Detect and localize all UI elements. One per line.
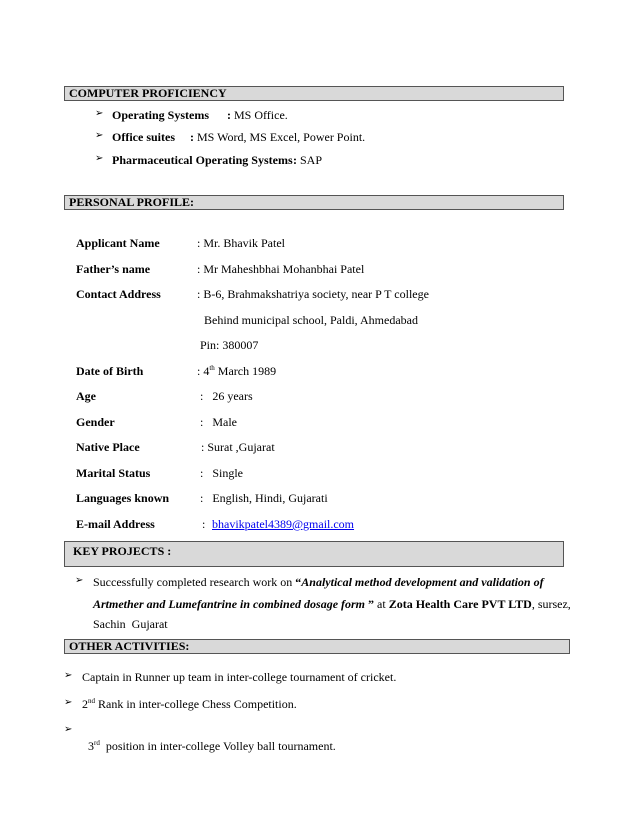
profile-value-fathers-name: : Mr Maheshbhai Mohanbhai Patel bbox=[197, 262, 365, 276]
bullet-arrow-icon: ➢ bbox=[95, 108, 104, 119]
activity-chess-num: 2 bbox=[82, 697, 88, 711]
key-projects-heading-text: KEY PROJECTS : bbox=[73, 544, 172, 558]
computer-item-sep: : bbox=[190, 130, 194, 144]
other-activities-heading-text: OTHER ACTIVITIES: bbox=[69, 639, 190, 653]
bullet-arrow-icon: ➢ bbox=[75, 575, 84, 586]
profile-value-contact-address: : B-6, Brahmakshatriya society, near P T college bbox=[197, 287, 429, 301]
dob-suffix: th bbox=[209, 364, 215, 372]
computer-item-pharma-value bbox=[293, 153, 322, 168]
profile-address-line2: Behind municipal school, Paldi, Ahmedabad bbox=[204, 313, 418, 327]
profile-value-native-place: : Surat ,Gujarat bbox=[201, 440, 275, 454]
profile-label-applicant-name: Applicant Name bbox=[76, 236, 160, 250]
profile-label-gender: Gender bbox=[76, 415, 115, 429]
bullet-arrow-icon: ➢ bbox=[64, 724, 73, 735]
profile-value-gender: : Male bbox=[200, 415, 237, 429]
dob-rest: March 1989 bbox=[214, 364, 277, 378]
profile-label-email: E-mail Address bbox=[76, 517, 155, 531]
computer-item-value: MS Office. bbox=[234, 108, 288, 122]
bullet-arrow-icon: ➢ bbox=[95, 153, 104, 164]
profile-label-languages: Languages known bbox=[76, 491, 170, 505]
project-place1: , sursez, bbox=[531, 597, 571, 611]
profile-label-age: Age bbox=[76, 389, 96, 403]
profile-value-marital-status: : Single bbox=[200, 466, 244, 480]
bullet-arrow-icon: ➢ bbox=[64, 670, 73, 681]
computer-item-label: Office suites bbox=[112, 130, 175, 144]
activity-cricket: Captain in Runner up team in inter-college tournament of cricket. bbox=[82, 670, 397, 684]
activity-chess-sup: nd bbox=[88, 697, 95, 705]
activity-chess bbox=[82, 697, 297, 712]
project-title-line1: Analytical method development and validation of bbox=[301, 575, 544, 589]
computer-item-sep: : bbox=[293, 153, 297, 167]
computer-item-os-value bbox=[227, 108, 288, 123]
computer-item-os bbox=[112, 108, 209, 123]
activity-chess-rest: Rank in inter-college Chess Competition. bbox=[95, 697, 297, 711]
computer-item-label: Pharmaceutical Operating Systems bbox=[112, 153, 293, 167]
bullet-arrow-icon: ➢ bbox=[95, 130, 104, 141]
key-projects-heading bbox=[64, 541, 564, 567]
project-line1 bbox=[93, 575, 544, 590]
profile-label-marital-status: Marital Status bbox=[76, 466, 151, 480]
other-activities-heading bbox=[64, 639, 570, 654]
activity-volleyball-sup: rd bbox=[94, 739, 100, 747]
computer-item-label: Operating Systems bbox=[112, 108, 209, 122]
activity-volleyball bbox=[82, 724, 336, 754]
computer-item-office bbox=[112, 130, 175, 145]
activity-volleyball-rest: position in inter-college Volley ball tournament. bbox=[99, 739, 336, 753]
profile-value-applicant-name: : Mr. Bhavik Patel bbox=[197, 236, 285, 250]
project-at: at bbox=[374, 597, 389, 611]
profile-value-age: : 26 years bbox=[200, 389, 253, 403]
email-link[interactable]: bhavikpatel4389@gmail.com bbox=[212, 517, 355, 531]
computer-item-office-value bbox=[190, 130, 365, 145]
profile-label-contact-address: Contact Address bbox=[76, 287, 161, 301]
project-company: Zota Health Care PVT LTD bbox=[388, 597, 532, 611]
project-title-line2: Artmether and Lumefantrine in combined dosage form bbox=[93, 597, 366, 611]
dob-prefix: : 4 bbox=[197, 364, 210, 378]
profile-label-dob: Date of Birth bbox=[76, 364, 144, 378]
activity-volleyball-num: 3 bbox=[88, 739, 94, 753]
profile-email-sep: : bbox=[202, 517, 206, 531]
computer-item-value: SAP bbox=[300, 153, 323, 167]
computer-item-value: MS Word, MS Excel, Power Point. bbox=[197, 130, 366, 144]
computer-proficiency-heading-text: COMPUTER PROFICIENCY bbox=[69, 86, 227, 100]
computer-proficiency-heading bbox=[64, 86, 564, 101]
profile-value-languages: : English, Hindi, Gujarati bbox=[200, 491, 328, 505]
computer-item-sep: : bbox=[227, 108, 231, 122]
project-quote-close: ” bbox=[365, 597, 375, 611]
personal-profile-heading bbox=[64, 195, 564, 210]
profile-label-fathers-name: Father’s name bbox=[76, 262, 151, 276]
bullet-arrow-icon: ➢ bbox=[64, 697, 73, 708]
personal-profile-heading-text: PERSONAL PROFILE: bbox=[69, 195, 195, 209]
profile-value-dob bbox=[197, 364, 276, 379]
profile-address-line3: Pin: 380007 bbox=[200, 338, 259, 352]
project-line3: Sachin Gujarat bbox=[93, 617, 168, 631]
computer-item-pharma bbox=[112, 153, 293, 168]
project-line2 bbox=[93, 597, 571, 612]
project-intro: Successfully completed research work on bbox=[93, 575, 296, 589]
project-quote-open: “ bbox=[295, 575, 302, 589]
profile-label-native-place: Native Place bbox=[76, 440, 140, 454]
